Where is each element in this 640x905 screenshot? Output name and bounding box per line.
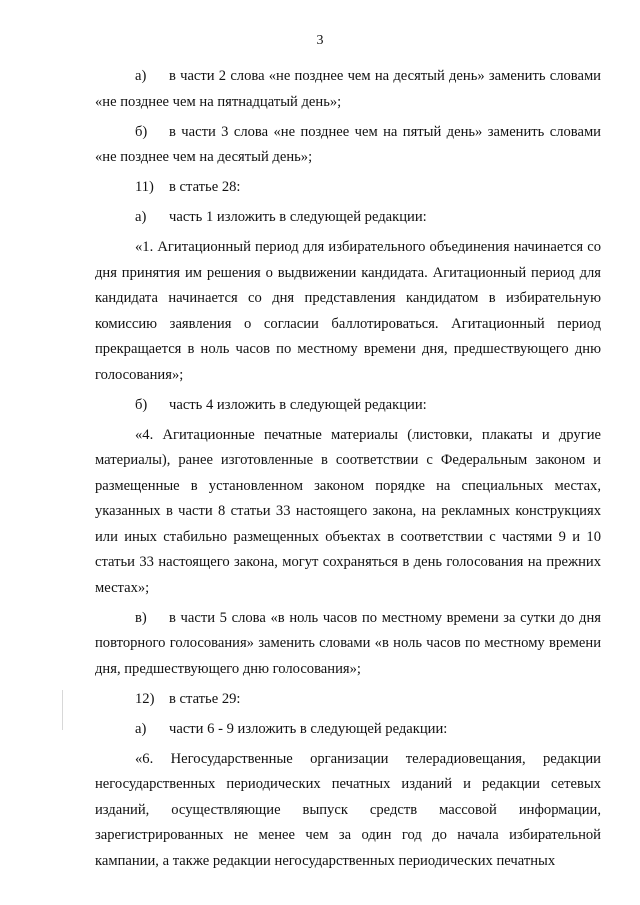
document-body [95,64,601,879]
paragraph-item [95,120,601,171]
paragraph-item [95,717,601,743]
item-label: 11) [135,179,154,195]
paragraph-item [95,205,601,231]
item-label: 12) [135,690,155,707]
paragraph-quote: «4. Агитационные печатные материалы (листовки, плакаты и другие материалы), ранее изготовленные в соответствии с Федеральным законом и размещенные в установленном законом порядке на специальных местах, указанных в части 8 статьи 33 настоящего закона, на рекламных конструкциях или иных стабильно размещенных объектах в соответствии с частями 9 и 10 статьи 33 настоящего закона, могут сохраняться в день голосования на прежних местах»; [95,426,601,596]
paragraph-text: в статье 28: [169,179,241,195]
paragraph-quote: «6. Негосударственные организации телерадиовещания, редакции негосударственных периодических печатных изданий и редакции сетевых изданий, осуществляющие выпуск средств массовой информации, зарегистрированных не менее чем за один год до начала избирательной кампании, а также редакции негосударственных периодических печатных [95,750,601,869]
item-label: а) [135,720,147,737]
paragraph-item [95,687,601,713]
paragraph-quote: «1. Агитационный период для избирательного объединения начинается со дня принятия им решения о выдвижении кандидата. Агитационный период для кандидата начинается со дня представления кандидатом в избирательную комиссию заявления о согласии баллотироваться. Агитационный период прекращается в ноль часов по местному времени дня, предшествующего дню голосования»; [95,239,601,383]
paragraph-text: в части 3 слова «не позднее чем на пятый день» заменить словами «не позднее чем на десятый день»; [95,123,601,165]
item-label: б) [135,123,148,140]
paragraph-text: часть 1 изложить в следующей редакции: [169,209,427,225]
paragraph-item [95,175,601,201]
paragraph-item [95,393,601,419]
paragraph-item [95,606,601,683]
page-number: 3 [316,33,324,48]
item-label: в) [135,609,147,626]
paragraph-text: части 6 - 9 изложить в следующей редакции: [169,720,448,737]
paragraph-item [95,64,601,115]
paragraph-text: в части 2 слова «не позднее чем на десятый день» заменить словами «не позднее чем на пятнадцатый день»; [95,68,601,110]
item-label: б) [135,396,148,413]
paragraph-text: часть 4 изложить в следующей редакции: [169,396,427,413]
item-label: а) [135,209,147,225]
paragraph-text: в статье 29: [169,690,241,707]
scan-margin-mark [62,690,63,730]
item-label: а) [135,68,147,84]
paragraph-text: в части 5 слова «в ноль часов по местному времени за сутки до дня повторного голосования» заменить словами «в ноль часов по местному времени дня, предшествующего дню голосования»; [95,609,601,677]
